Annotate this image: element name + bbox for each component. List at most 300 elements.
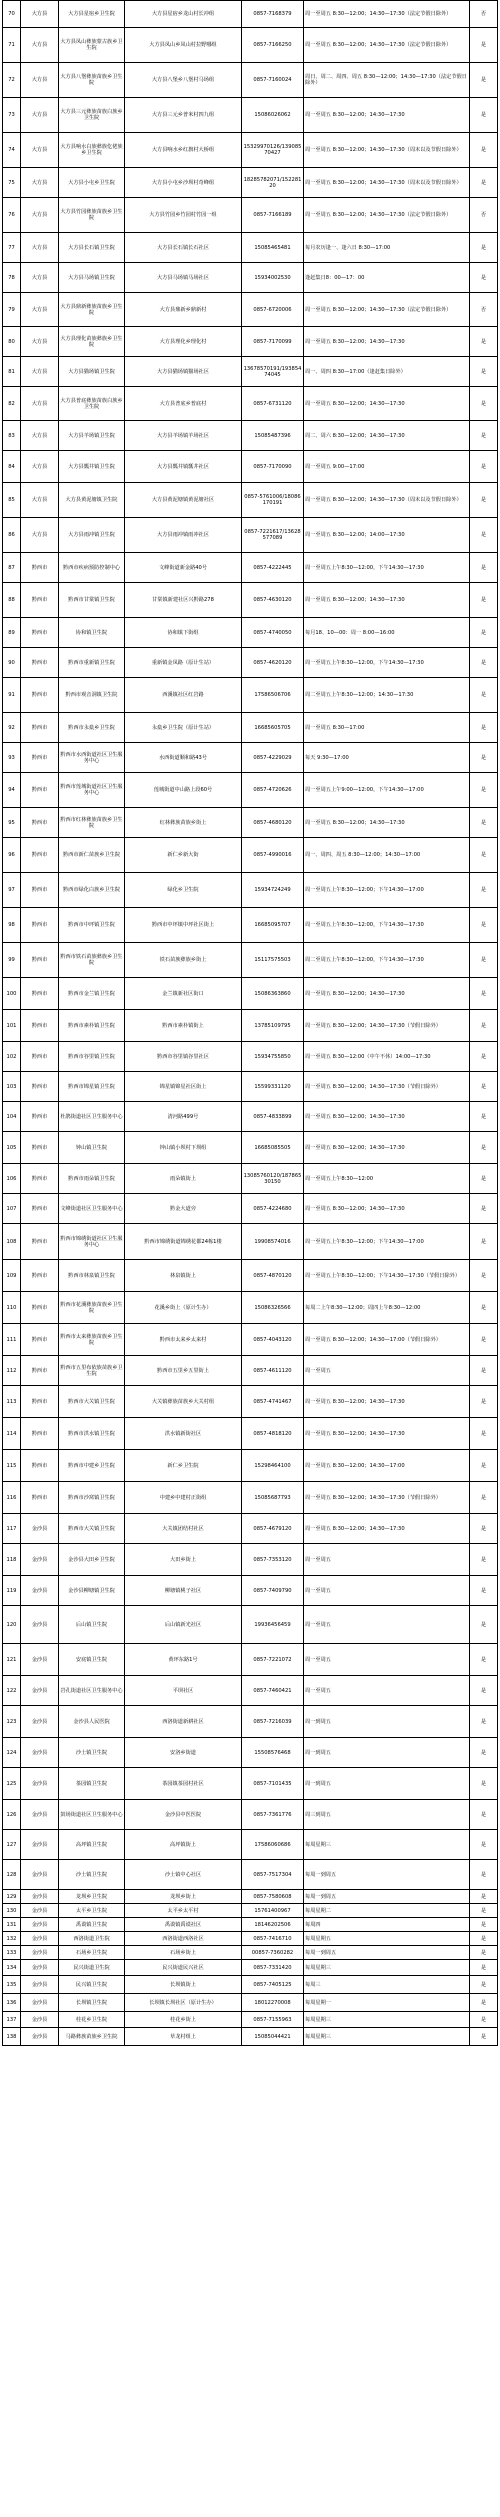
table-row bbox=[3, 808, 498, 838]
table-row bbox=[3, 1260, 498, 1292]
address-cell: 禹谟镇禹谟社区 bbox=[125, 1918, 242, 1932]
institution-name-cell: 黔西市金兰镇卫生院 bbox=[59, 978, 125, 1010]
open-flag-cell: 是 bbox=[470, 1960, 498, 1976]
phone-cell: 0857-7170090 bbox=[242, 451, 304, 483]
county-cell: 黔西市 bbox=[21, 1386, 59, 1418]
service-hours-cell: 周一至周五 9:00—17:00 bbox=[304, 451, 470, 483]
phone-cell: 0857-7160024 bbox=[242, 63, 304, 98]
service-hours-cell: 每月18、10—00：周一 8:00—16:00 bbox=[304, 618, 470, 648]
county-cell: 大方县 bbox=[21, 28, 59, 63]
row-number-cell: 129 bbox=[3, 1890, 21, 1904]
row-number-cell: 105 bbox=[3, 1132, 21, 1164]
service-hours-cell: 周一至周五上午8:30—12:00；下午14:30—17:00 bbox=[304, 1224, 470, 1260]
open-flag-cell: 是 bbox=[470, 1676, 498, 1706]
service-hours-cell: 周一至周五 8:30—12:00；14:30—17:30（周末以及节假日除外） bbox=[304, 133, 470, 168]
phone-cell: 0857-7460421 bbox=[242, 1676, 304, 1706]
address-cell: 永燊乡卫生院（原计生站） bbox=[125, 713, 242, 743]
row-number-cell: 128 bbox=[3, 1860, 21, 1890]
address-cell: 重新镇金凤路（原计生站） bbox=[125, 648, 242, 678]
address-cell: 洪水镇新街社区 bbox=[125, 1418, 242, 1450]
open-flag-cell: 是 bbox=[470, 1514, 498, 1544]
phone-cell: 0857-4990016 bbox=[242, 838, 304, 873]
county-cell: 大方县 bbox=[21, 168, 59, 198]
phone-cell: 15508576468 bbox=[242, 1738, 304, 1768]
phone-cell: 15934755850 bbox=[242, 1042, 304, 1072]
county-cell: 黔西市 bbox=[21, 678, 59, 713]
phone-cell: 0857-4680120 bbox=[242, 808, 304, 838]
open-flag-cell: 否 bbox=[470, 1, 498, 28]
phone-cell: 0857-4043120 bbox=[242, 1324, 304, 1356]
service-hours-cell: 周一到周五 bbox=[304, 1768, 470, 1800]
phone-cell: 19908574016 bbox=[242, 1224, 304, 1260]
phone-cell: 13678570191/19385474045 bbox=[242, 357, 304, 387]
address-cell: 黔西市五里乡五里街上 bbox=[125, 1356, 242, 1386]
table-row bbox=[3, 168, 498, 198]
county-cell: 黔西市 bbox=[21, 908, 59, 943]
table-row bbox=[3, 618, 498, 648]
phone-cell: 0857-7331420 bbox=[242, 1960, 304, 1976]
address-cell: 大方县羊场镇羊场社区 bbox=[125, 421, 242, 451]
row-number-cell: 91 bbox=[3, 678, 21, 713]
open-flag-cell: 是 bbox=[470, 168, 498, 198]
row-number-cell: 134 bbox=[3, 1960, 21, 1976]
address-cell: 大方县星宿乡龙山村长冲组 bbox=[125, 1, 242, 28]
row-number-cell: 108 bbox=[3, 1224, 21, 1260]
table-row bbox=[3, 518, 498, 553]
service-hours-cell: 周一至周五 bbox=[304, 1676, 470, 1706]
institution-name-cell: 太平乡卫生院 bbox=[59, 1904, 125, 1918]
county-cell: 黔西市 bbox=[21, 773, 59, 808]
institution-name-cell: 黔西市锦绣街道社区卫生服务中心 bbox=[59, 1224, 125, 1260]
county-cell: 大方县 bbox=[21, 518, 59, 553]
table-row bbox=[3, 1544, 498, 1576]
institution-name-cell: 黔西市沙窝镇卫生院 bbox=[59, 1482, 125, 1514]
table-row bbox=[3, 1738, 498, 1768]
phone-cell: 0857-4720626 bbox=[242, 773, 304, 808]
county-cell: 黔西市 bbox=[21, 743, 59, 773]
phone-cell: 0857-6720006 bbox=[242, 293, 304, 327]
service-hours-cell: 周一至周五 8:30—12:00；14:30—17:30 bbox=[304, 1418, 470, 1450]
address-cell: 桂花乡街上 bbox=[125, 2012, 242, 2028]
county-cell: 大方县 bbox=[21, 263, 59, 293]
phone-cell: 0857-4679120 bbox=[242, 1514, 304, 1544]
institution-name-cell: 黔西市铁石苗族彝族乡卫生院 bbox=[59, 943, 125, 978]
table-row bbox=[3, 553, 498, 583]
service-hours-cell: 周一至周五上午8:30—12:00；下午14:30—17:30（节假日除外） bbox=[304, 1260, 470, 1292]
open-flag-cell: 是 bbox=[470, 357, 498, 387]
row-number-cell: 98 bbox=[3, 908, 21, 943]
row-number-cell: 73 bbox=[3, 98, 21, 133]
institution-name-cell: 黔西市重新镇卫生院 bbox=[59, 648, 125, 678]
open-flag-cell: 是 bbox=[470, 1324, 498, 1356]
address-cell: 新仁乡卫生院 bbox=[125, 1450, 242, 1482]
table-row bbox=[3, 1830, 498, 1860]
county-cell: 大方县 bbox=[21, 387, 59, 421]
institution-name-cell: 黔西市中建乡卫生院 bbox=[59, 1450, 125, 1482]
address-cell: 花溪乡街上（原计生办） bbox=[125, 1292, 242, 1324]
open-flag-cell: 是 bbox=[470, 1890, 498, 1904]
phone-cell: 15934002530 bbox=[242, 263, 304, 293]
institution-name-cell: 西洛街道卫生院 bbox=[59, 1932, 125, 1946]
county-cell: 黔西市 bbox=[21, 943, 59, 978]
phone-cell: 0857-7155963 bbox=[242, 2012, 304, 2028]
row-number-cell: 96 bbox=[3, 838, 21, 873]
county-cell: 金沙县 bbox=[21, 1800, 59, 1830]
phone-cell: 16685095707 bbox=[242, 908, 304, 943]
phone-cell: 0857-7101435 bbox=[242, 1768, 304, 1800]
address-cell: 大方县三元乡普米村四九组 bbox=[125, 98, 242, 133]
address-cell: 新仁乡新大街 bbox=[125, 838, 242, 873]
row-number-cell: 121 bbox=[3, 1644, 21, 1676]
phone-cell: 0857-7221617/13628577089 bbox=[242, 518, 304, 553]
service-hours-cell: 周二至周五上午8:30—12:00，下午14:30—17:30 bbox=[304, 943, 470, 978]
county-cell: 金沙县 bbox=[21, 2028, 59, 2046]
service-hours-cell: 周三到周五 bbox=[304, 1800, 470, 1830]
open-flag-cell: 是 bbox=[470, 838, 498, 873]
open-flag-cell: 是 bbox=[470, 978, 498, 1010]
open-flag-cell: 是 bbox=[470, 1418, 498, 1450]
service-hours-cell: 周一至周五 8:30—17:00 bbox=[304, 713, 470, 743]
address-cell: 清河路499号 bbox=[125, 1102, 242, 1132]
table-row bbox=[3, 1676, 498, 1706]
service-hours-cell: 周一到周五 bbox=[304, 1738, 470, 1768]
phone-cell: 0857-4741467 bbox=[242, 1386, 304, 1418]
open-flag-cell: 是 bbox=[470, 873, 498, 908]
phone-cell: 16685605705 bbox=[242, 713, 304, 743]
open-flag-cell: 是 bbox=[470, 28, 498, 63]
institution-name-cell: 黔西市洪水镇卫生院 bbox=[59, 1418, 125, 1450]
institution-name-cell: 大方县黄泥塘镇卫生院 bbox=[59, 483, 125, 518]
county-cell: 黔西市 bbox=[21, 618, 59, 648]
address-cell: 大方县雨冲镇雨冲社区 bbox=[125, 518, 242, 553]
row-number-cell: 99 bbox=[3, 943, 21, 978]
institution-name-cell: 民兴镇卫生院 bbox=[59, 1976, 125, 1994]
institution-name-cell: 黔西市绿化白族乡卫生院 bbox=[59, 873, 125, 908]
open-flag-cell: 是 bbox=[470, 648, 498, 678]
phone-cell: 0857-7168379 bbox=[242, 1, 304, 28]
county-cell: 金沙县 bbox=[21, 1706, 59, 1738]
open-flag-cell: 是 bbox=[470, 1994, 498, 2012]
phone-cell: 0857-7216039 bbox=[242, 1706, 304, 1738]
phone-cell: 0857-7353120 bbox=[242, 1544, 304, 1576]
service-hours-cell: 周一至周五 bbox=[304, 1644, 470, 1676]
row-number-cell: 88 bbox=[3, 583, 21, 618]
service-hours-cell: 周一至周五 8:30—12:00；14:30—17:30 bbox=[304, 98, 470, 133]
service-hours-cell: 周一至周五上午8:30—12:00 bbox=[304, 1164, 470, 1194]
county-cell: 金沙县 bbox=[21, 2012, 59, 2028]
phone-cell: 15085465481 bbox=[242, 233, 304, 263]
institution-name-cell: 大方县猫场镇卫生院 bbox=[59, 357, 125, 387]
open-flag-cell: 是 bbox=[470, 2028, 498, 2046]
county-cell: 金沙县 bbox=[21, 1932, 59, 1946]
service-hours-cell: 周一至周五上午9:00—12:00，下午14:30—17:00 bbox=[304, 773, 470, 808]
service-hours-cell: 周一至周五上午8:30—12:00；下午14:30—17:00 bbox=[304, 873, 470, 908]
address-cell: 沙土镇中心社区 bbox=[125, 1860, 242, 1890]
table-row bbox=[3, 1768, 498, 1800]
service-hours-cell: 每周二上午8:30—12:00；周四上午8:30—12:00 bbox=[304, 1292, 470, 1324]
service-hours-cell: 周一至周五 8:30—12:00；14:30—17:30 bbox=[304, 1386, 470, 1418]
institution-name-cell: 黔西市锦星镇卫生院 bbox=[59, 1072, 125, 1102]
county-cell: 金沙县 bbox=[21, 1860, 59, 1890]
address-cell: 茶园镇茶园村社区 bbox=[125, 1768, 242, 1800]
county-cell: 金沙县 bbox=[21, 1976, 59, 1994]
institution-name-cell: 黔西市素朴镇卫生院 bbox=[59, 1010, 125, 1042]
phone-cell: 17586506706 bbox=[242, 678, 304, 713]
institution-name-cell: 大方县鼎新彝族苗族乡卫生院 bbox=[59, 293, 125, 327]
service-hours-cell: 周一至周五上午8:30—12:00，下午14:30—17:30 bbox=[304, 908, 470, 943]
table-row bbox=[3, 133, 498, 168]
institution-name-cell: 长坝镇卫生院 bbox=[59, 1994, 125, 2012]
service-hours-cell: 每周一到周五 bbox=[304, 1890, 470, 1904]
service-hours-cell: 每周星期三 bbox=[304, 2012, 470, 2028]
county-cell: 黔西市 bbox=[21, 648, 59, 678]
row-number-cell: 130 bbox=[3, 1904, 21, 1918]
service-hours-cell: 周一至周五 8:30—12:00；14:30—17:30 bbox=[304, 1102, 470, 1132]
institution-name-cell: 禹谟镇卫生院 bbox=[59, 1918, 125, 1932]
service-hours-cell: 每周星期二 bbox=[304, 1904, 470, 1918]
row-number-cell: 131 bbox=[3, 1918, 21, 1932]
open-flag-cell: 是 bbox=[470, 1072, 498, 1102]
address-cell: 西溪镇社区红岩路 bbox=[125, 678, 242, 713]
table-row bbox=[3, 1860, 498, 1890]
table-row bbox=[3, 1800, 498, 1830]
phone-cell: 15761400967 bbox=[242, 1904, 304, 1918]
service-hours-cell: 每周星期三 bbox=[304, 2028, 470, 2046]
service-hours-cell: 周一至周五 8:30—12:00；14:30—17:30 bbox=[304, 583, 470, 618]
county-cell: 金沙县 bbox=[21, 1676, 59, 1706]
institution-name-cell: 大方县理化苗族彝族乡卫生院 bbox=[59, 327, 125, 357]
row-number-cell: 89 bbox=[3, 618, 21, 648]
county-cell: 金沙县 bbox=[21, 1918, 59, 1932]
county-cell: 黔西市 bbox=[21, 1482, 59, 1514]
service-hours-cell: 周一、周四、周五 8:30—12:00；14:30—17:00 bbox=[304, 838, 470, 873]
address-cell: 平坝社区 bbox=[125, 1676, 242, 1706]
table-row bbox=[3, 387, 498, 421]
phone-cell: 0857-7170099 bbox=[242, 327, 304, 357]
institution-name-cell: 黔西市五里布依族苗族乡卫生院 bbox=[59, 1356, 125, 1386]
institution-name-cell: 黔西市太来彝族苗族乡卫生院 bbox=[59, 1324, 125, 1356]
institution-name-cell: 文峰街道社区卫生服务中心 bbox=[59, 1194, 125, 1224]
service-hours-cell: 周一至周五 8:30—12:00；14:30—17:30 bbox=[304, 1132, 470, 1164]
address-cell: 黔金大道旁 bbox=[125, 1194, 242, 1224]
service-hours-cell: 每周一到周五 bbox=[304, 1860, 470, 1890]
open-flag-cell: 是 bbox=[470, 451, 498, 483]
service-hours-cell: 周一到周五 bbox=[304, 1706, 470, 1738]
service-hours-cell: 周一、周四 8:30—17:00（逢赶集日除外） bbox=[304, 357, 470, 387]
institution-name-cell: 黔西市大关镇卫生院 bbox=[59, 1386, 125, 1418]
county-cell: 金沙县 bbox=[21, 1514, 59, 1544]
address-cell: 大关镇彝族苗族乡大关村组 bbox=[125, 1386, 242, 1418]
address-cell: 大方县凤山乡凤山村拉野哪组 bbox=[125, 28, 242, 63]
phone-cell: 0857-4818120 bbox=[242, 1418, 304, 1450]
table-row bbox=[3, 1932, 498, 1946]
service-hours-cell: 每周星期一 bbox=[304, 1994, 470, 2012]
institution-name-cell: 大方县瓢井镇卫生院 bbox=[59, 451, 125, 483]
table-row bbox=[3, 28, 498, 63]
address-cell: 大方县马场镇马场社区 bbox=[125, 263, 242, 293]
service-hours-cell: 周一至周五 8:30—12:00；14:30—17:30 bbox=[304, 808, 470, 838]
county-cell: 金沙县 bbox=[21, 1904, 59, 1918]
service-hours-cell: 每周四 bbox=[304, 1918, 470, 1932]
institution-name-cell: 后山镇卫生院 bbox=[59, 1606, 125, 1644]
county-cell: 黔西市 bbox=[21, 1164, 59, 1194]
institution-name-cell: 大方县八堡彝族苗族乡卫生院 bbox=[59, 63, 125, 98]
address-cell: 大方县小屯乡沙坝村奇峰组 bbox=[125, 168, 242, 198]
phone-cell: 15085687793 bbox=[242, 1482, 304, 1514]
institution-name-cell: 黔西市水西街道社区卫生服务中心 bbox=[59, 743, 125, 773]
county-cell: 黔西市 bbox=[21, 1194, 59, 1224]
phone-cell: 15599331120 bbox=[242, 1072, 304, 1102]
county-cell: 黔西市 bbox=[21, 713, 59, 743]
phone-cell: 0857-7409790 bbox=[242, 1576, 304, 1606]
service-hours-cell: 周一至周五 8:30—12:00；14:30—17:30（周末以及节假日除外） bbox=[304, 168, 470, 198]
open-flag-cell: 是 bbox=[470, 1904, 498, 1918]
table-row bbox=[3, 1386, 498, 1418]
row-number-cell: 125 bbox=[3, 1768, 21, 1800]
institution-name-cell: 黔西市莲城街道社区卫生服务中心 bbox=[59, 773, 125, 808]
table-row bbox=[3, 451, 498, 483]
service-hours-cell: 周二至周五上午8:30—12:00；14:30—17:30 bbox=[304, 678, 470, 713]
phone-cell: 0857-4740050 bbox=[242, 618, 304, 648]
table-row bbox=[3, 1418, 498, 1450]
service-hours-cell: 周一至周五 8:30—12:00；14:30—17:30 bbox=[304, 387, 470, 421]
county-cell: 大方县 bbox=[21, 421, 59, 451]
open-flag-cell: 是 bbox=[470, 553, 498, 583]
address-cell: 大方县响水乡红旗村大桥组 bbox=[125, 133, 242, 168]
service-hours-cell: 周一至周五 8:30—12:00（中午不休）14:00—17:30 bbox=[304, 1042, 470, 1072]
address-cell: 红林彝族苗族乡街上 bbox=[125, 808, 242, 838]
institution-name-cell: 大方县长石镇卫生院 bbox=[59, 233, 125, 263]
open-flag-cell: 是 bbox=[470, 1224, 498, 1260]
phone-cell: 17586060686 bbox=[242, 1830, 304, 1860]
table-row bbox=[3, 1224, 498, 1260]
service-hours-cell: 周一至周五 8:30—12:00；14:30—17:30（节假日除外） bbox=[304, 1010, 470, 1042]
table-row bbox=[3, 2028, 498, 2046]
open-flag-cell: 是 bbox=[470, 518, 498, 553]
open-flag-cell: 是 bbox=[470, 583, 498, 618]
table-row bbox=[3, 1292, 498, 1324]
address-cell: 黔西市素朴镇街上 bbox=[125, 1010, 242, 1042]
institution-name-cell: 大方县雨冲镇卫生院 bbox=[59, 518, 125, 553]
county-cell: 大方县 bbox=[21, 133, 59, 168]
row-number-cell: 123 bbox=[3, 1706, 21, 1738]
address-cell: 石场乡街上 bbox=[125, 1946, 242, 1960]
address-cell: 大方县鼎新乡鼎新村 bbox=[125, 293, 242, 327]
address-cell: 绿化乡卫生院 bbox=[125, 873, 242, 908]
open-flag-cell: 是 bbox=[470, 1976, 498, 1994]
row-number-cell: 95 bbox=[3, 808, 21, 838]
county-cell: 金沙县 bbox=[21, 1644, 59, 1676]
row-number-cell: 71 bbox=[3, 28, 21, 63]
service-hours-cell: 周一至周五 bbox=[304, 1356, 470, 1386]
county-cell: 大方县 bbox=[21, 327, 59, 357]
open-flag-cell: 是 bbox=[470, 483, 498, 518]
table-row bbox=[3, 743, 498, 773]
table-row bbox=[3, 1132, 498, 1164]
institution-name-cell: 金沙县人民医院 bbox=[59, 1706, 125, 1738]
address-cell: 甘棠镇新建社区兴黔路278 bbox=[125, 583, 242, 618]
table-row bbox=[3, 1576, 498, 1606]
open-flag-cell: 是 bbox=[470, 713, 498, 743]
row-number-cell: 87 bbox=[3, 553, 21, 583]
phone-cell: 15934724249 bbox=[242, 873, 304, 908]
address-cell: 黔西市谷里镇谷里社区 bbox=[125, 1042, 242, 1072]
open-flag-cell: 是 bbox=[470, 1946, 498, 1960]
address-cell: 大方县竹园乡竹园村竹园一组 bbox=[125, 198, 242, 233]
county-cell: 大方县 bbox=[21, 451, 59, 483]
table-row bbox=[3, 198, 498, 233]
county-cell: 黔西市 bbox=[21, 1102, 59, 1132]
table-row bbox=[3, 293, 498, 327]
phone-cell: 00857-7360282 bbox=[242, 1946, 304, 1960]
open-flag-cell: 是 bbox=[470, 98, 498, 133]
service-hours-cell: 周一至周五上午8:30—12:00，下午14:30—17:30 bbox=[304, 648, 470, 678]
address-cell: 莲城街道中山路上段60号 bbox=[125, 773, 242, 808]
table-row bbox=[3, 678, 498, 713]
phone-cell: 0857-7166189 bbox=[242, 198, 304, 233]
open-flag-cell: 是 bbox=[470, 1194, 498, 1224]
table-row bbox=[3, 263, 498, 293]
service-hours-cell: 周一至周五上午8:30—12:00，下午14:30—17:30 bbox=[304, 553, 470, 583]
service-hours-cell: 每周星期三 bbox=[304, 1960, 470, 1976]
address-cell: 林泉镇街上 bbox=[125, 1260, 242, 1292]
row-number-cell: 120 bbox=[3, 1606, 21, 1644]
row-number-cell: 97 bbox=[3, 873, 21, 908]
open-flag-cell: 是 bbox=[470, 1830, 498, 1860]
address-cell: 民兴街道民兴社区 bbox=[125, 1960, 242, 1976]
address-cell: 大方县八堡乡八堡村马场组 bbox=[125, 63, 242, 98]
phone-cell: 15117575503 bbox=[242, 943, 304, 978]
institution-name-cell: 大方县响水白族彝族仡佬族乡卫生院 bbox=[59, 133, 125, 168]
table-row bbox=[3, 1450, 498, 1482]
row-number-cell: 118 bbox=[3, 1544, 21, 1576]
row-number-cell: 75 bbox=[3, 168, 21, 198]
county-cell: 黔西市 bbox=[21, 1010, 59, 1042]
county-cell: 黔西市 bbox=[21, 1224, 59, 1260]
open-flag-cell: 是 bbox=[470, 943, 498, 978]
open-flag-cell: 是 bbox=[470, 773, 498, 808]
phone-cell: 15086363860 bbox=[242, 978, 304, 1010]
row-number-cell: 77 bbox=[3, 233, 21, 263]
address-cell: 大方县理化乡理化村 bbox=[125, 327, 242, 357]
row-number-cell: 79 bbox=[3, 293, 21, 327]
county-cell: 黔西市 bbox=[21, 583, 59, 618]
service-hours-cell: 每月农历逢一、逢六日 8:30—17:00 bbox=[304, 233, 470, 263]
table-row bbox=[3, 1890, 498, 1904]
row-number-cell: 72 bbox=[3, 63, 21, 98]
row-number-cell: 109 bbox=[3, 1260, 21, 1292]
county-cell: 金沙县 bbox=[21, 1960, 59, 1976]
county-cell: 黔西市 bbox=[21, 838, 59, 873]
service-hours-cell: 周一至周五 8:30—12:00；14:30—17:30（法定节假日除外） bbox=[304, 1, 470, 28]
phone-cell: 0857-7361776 bbox=[242, 1800, 304, 1830]
open-flag-cell: 是 bbox=[470, 1260, 498, 1292]
open-flag-cell: 是 bbox=[470, 1800, 498, 1830]
address-cell: 柳塘镇桃子社区 bbox=[125, 1576, 242, 1606]
institution-name-cell: 大方县羊场镇卫生院 bbox=[59, 421, 125, 451]
county-cell: 金沙县 bbox=[21, 1946, 59, 1960]
table-row bbox=[3, 1960, 498, 1976]
phone-cell: 0857-7166250 bbox=[242, 28, 304, 63]
county-cell: 黔西市 bbox=[21, 1324, 59, 1356]
institution-name-cell: 黔西市大关镇卫生院 bbox=[59, 1514, 125, 1544]
institution-name-cell: 黔西市谷里镇卫生院 bbox=[59, 1042, 125, 1072]
row-number-cell: 119 bbox=[3, 1576, 21, 1606]
service-hours-cell: 逢赶集日8：00—17：00 bbox=[304, 263, 470, 293]
address-cell: 长坝镇长坝社区（原计生办） bbox=[125, 1994, 242, 2012]
service-hours-cell: 周日、周二、周四、周五 8:30—12:00；14:30—17:30（法定节假日除外） bbox=[304, 63, 470, 98]
table-row bbox=[3, 327, 498, 357]
